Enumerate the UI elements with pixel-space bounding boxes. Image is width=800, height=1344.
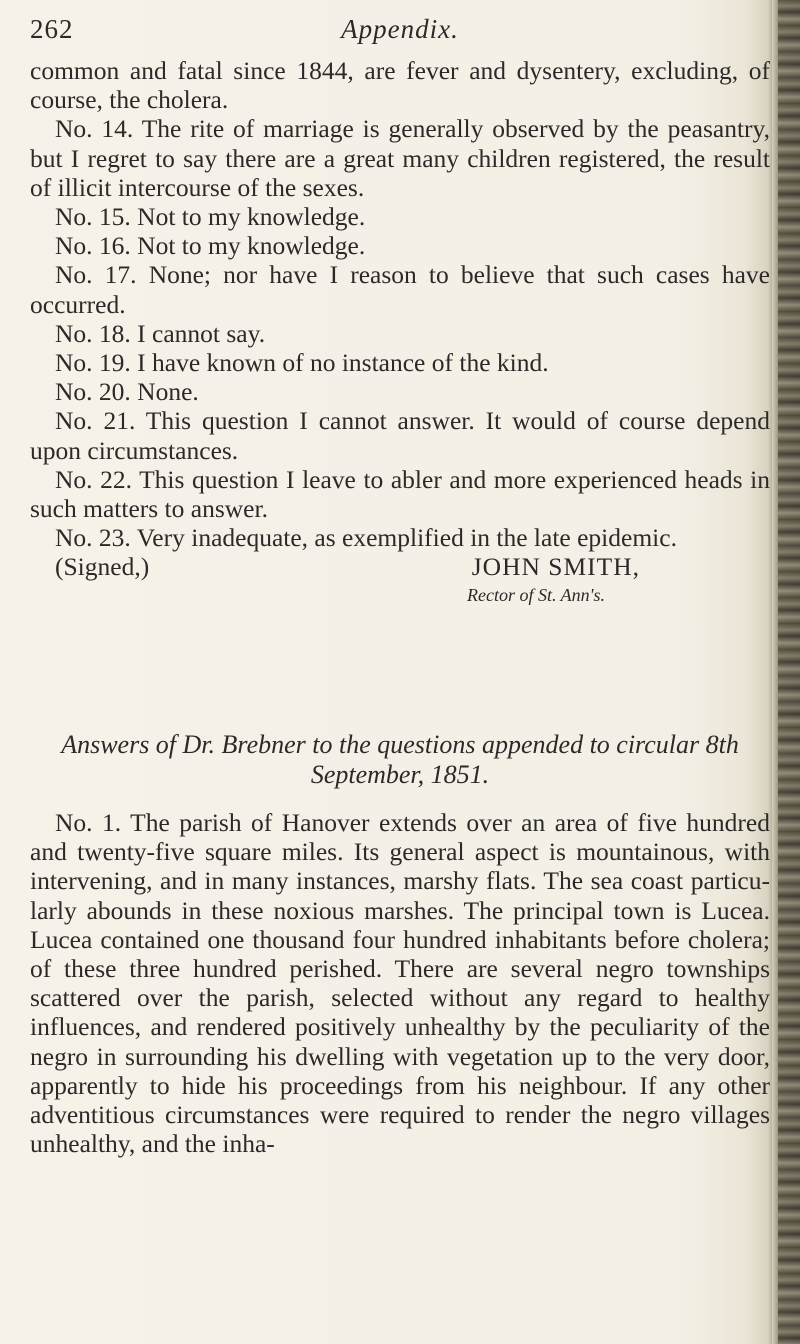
signer-title: Rector of St. Ann's.: [466, 584, 605, 605]
answer-23: No. 23. Very inadequate, as exemplified in the late epidemic.: [55, 523, 677, 553]
signed-label: (Signed,): [55, 552, 150, 582]
answer-19: No. 19. I have known of no instance of the kind.: [55, 348, 549, 378]
answer-20: No. 20. None.: [55, 377, 199, 407]
answer-22: No. 22. This question I leave to abler and more experienced heads in such matters to answer.: [30, 464, 770, 524]
answer-16: No. 16. Not to my knowledge.: [55, 231, 366, 261]
continuation-paragraph: common and fatal since 1844, are fever and dysentery, excluding, of course, the cholera.: [30, 56, 770, 115]
answer-18: No. 18. I cannot say.: [55, 318, 266, 348]
signature-line: [30, 552, 770, 581]
signer-name: JOHN SMITH,: [471, 552, 640, 582]
rector-answers-section: [30, 56, 770, 608]
page-number: 262: [30, 14, 74, 44]
answer-21: No. 21. This question I cannot answer. It would of course depend upon circumstances.: [30, 406, 770, 465]
book-binding-edge: [778, 0, 800, 1344]
running-title: Appendix.: [341, 14, 459, 44]
brebner-answers-section: [30, 730, 770, 1158]
section-heading: Answers of Dr. Brebner to the questions appended to circular 8th September, 1851.: [61, 730, 739, 789]
answer-14: No. 14. The rite of marriage is generally observed by the peasantry, but I regret to say there are a great many children registered, the result of illicit intercourse of the sexes.: [30, 114, 770, 202]
answer-1-paragraph: No. 1. The parish of Hanover extends over an area of five hundred and twenty-five square miles. Its general aspect is mountainous, with intervening, and in many instances, marshy flats. The sea coast particularly abounds in these noxious marshes. The principal town is Lucea. Lucea contained one thousand four hundred inhabitants before cholera; of these three hundred perished. There are several negro townships scattered over the parish, selected without any regard to healthy influences, and rendered positively unhealthy by the peculiarity of the negro in surrounding his dwelling with vegetation up to the very door, apparently to hide his proceedings from his neighbour. If any other adventitious circumstances were required to render the negro villages unhealthy, and the inha-: [30, 808, 770, 1159]
answer-17: No. 17. None; nor have I reason to believe that such cases have occurred.: [30, 260, 770, 319]
answer-15: No. 15. Not to my knowledge.: [55, 202, 366, 232]
